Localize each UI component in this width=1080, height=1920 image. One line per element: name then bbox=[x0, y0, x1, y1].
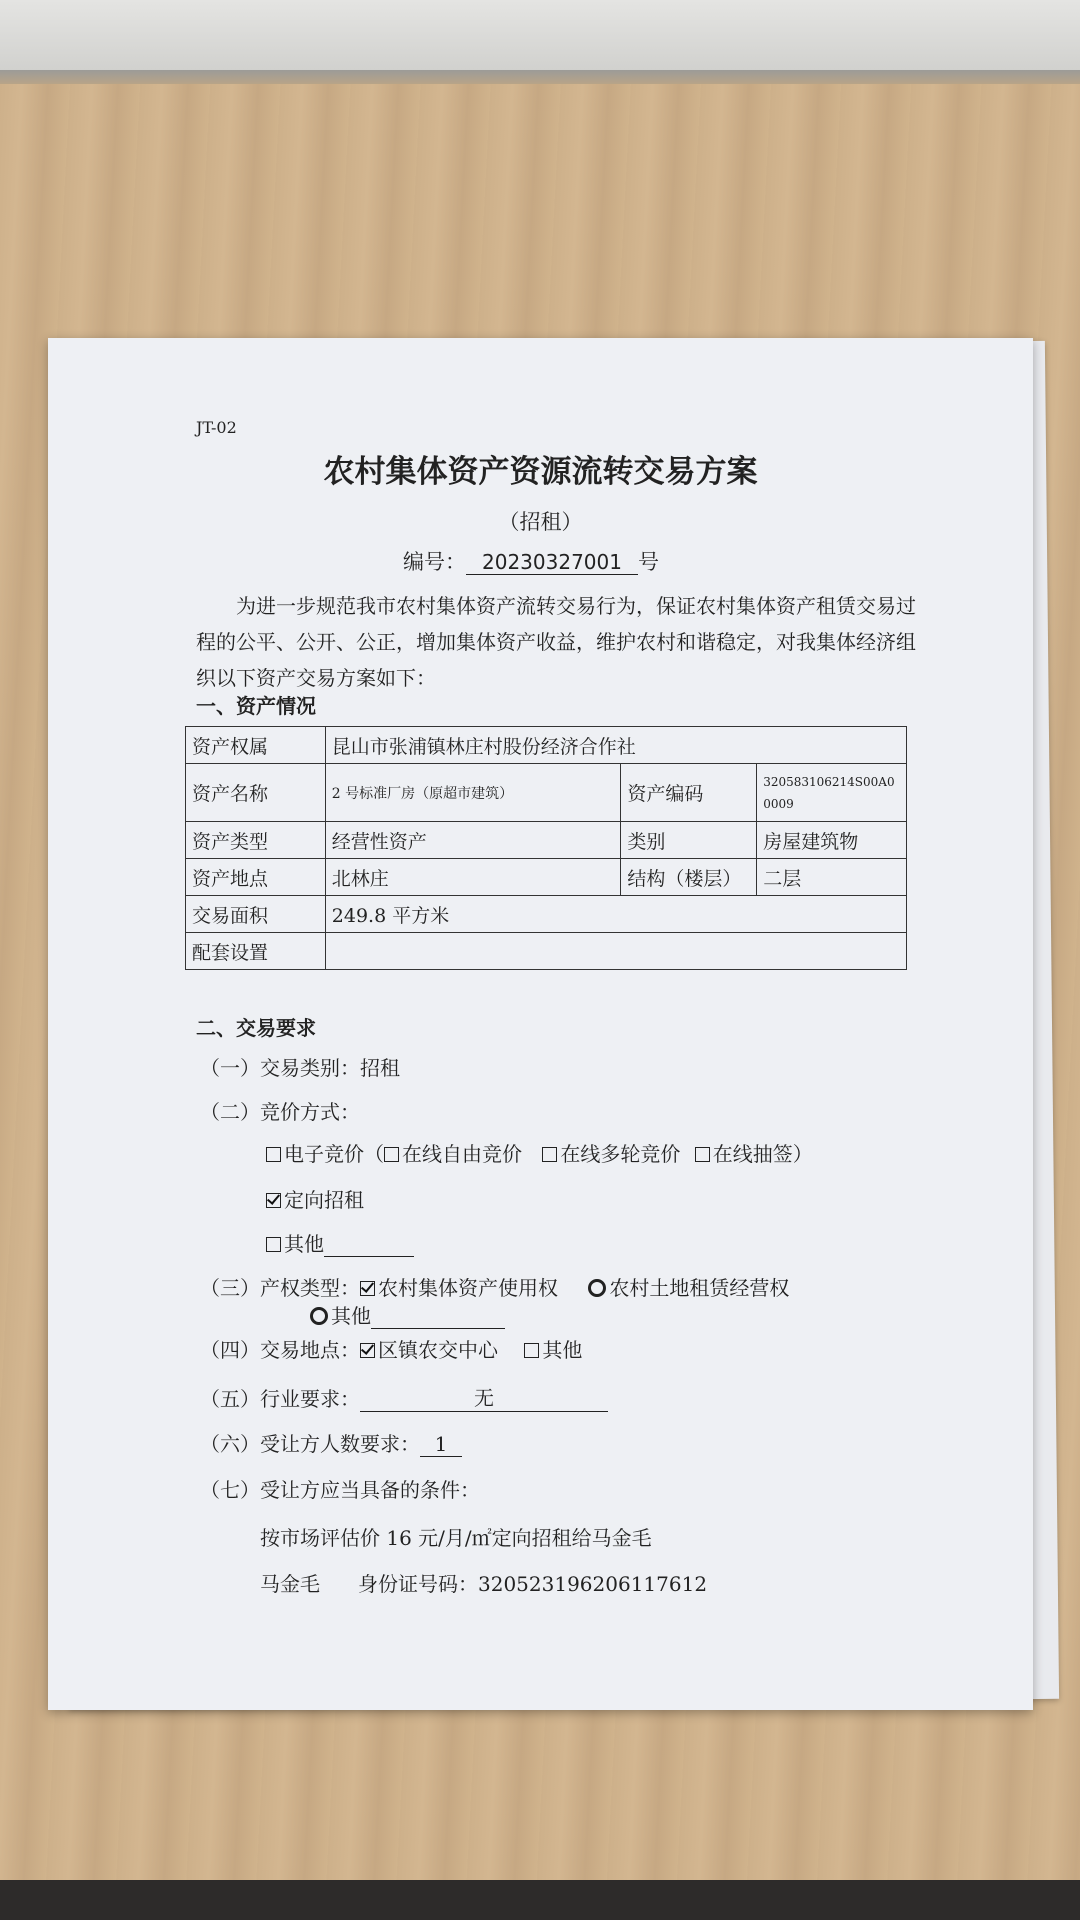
table-row bbox=[186, 764, 907, 822]
checkbox-collective-use-checked[interactable] bbox=[360, 1281, 375, 1296]
form-code: JT-02 bbox=[196, 418, 237, 437]
serial-value: 20230327001 bbox=[466, 550, 638, 575]
table-row bbox=[186, 859, 907, 896]
condition-text: 按市场评估价 16 元/月/㎡定向招租给马金毛 bbox=[260, 1526, 652, 1550]
opt-district-center-label: 区镇农交中心 bbox=[378, 1338, 498, 1362]
owner-label: 资产权属 bbox=[186, 727, 326, 764]
other-bidding-row bbox=[266, 1228, 414, 1257]
opt-directed-label: 定向招租 bbox=[284, 1188, 364, 1212]
document-page bbox=[48, 338, 1033, 1710]
asset-type-label: 资产类型 bbox=[186, 822, 326, 859]
item-transferee-count-label: （六）受让方人数要求： bbox=[200, 1432, 420, 1456]
item-bidding-method: （二）竞价方式： bbox=[200, 1100, 360, 1124]
item-property-type-label: （三）产权类型： bbox=[200, 1276, 360, 1300]
checkbox-online-free[interactable] bbox=[384, 1147, 399, 1162]
opt-other2-label: 其他 bbox=[331, 1304, 371, 1328]
opt-land-lease-label: 农村土地租赁经营权 bbox=[609, 1276, 790, 1300]
opt-electronic-label: 电子竞价（ bbox=[284, 1142, 384, 1166]
location-value: 北林庄 bbox=[325, 859, 621, 896]
asset-name-label: 资产名称 bbox=[186, 764, 326, 822]
wall-edge bbox=[0, 70, 1080, 84]
table-row bbox=[186, 933, 907, 970]
id-label: 身份证号码： bbox=[358, 1572, 478, 1596]
location-label: 资产地点 bbox=[186, 859, 326, 896]
structure-label: 结构（楼层） bbox=[621, 859, 757, 896]
checkbox-directed-checked[interactable] bbox=[266, 1193, 281, 1208]
radio-other[interactable] bbox=[310, 1307, 328, 1325]
opt-other-label: 其他 bbox=[284, 1232, 324, 1256]
asset-code-value: 320583106214S00A00009 bbox=[757, 764, 907, 822]
document-title: 农村集体资产资源流转交易方案 bbox=[323, 454, 758, 490]
checkbox-online-lottery[interactable] bbox=[695, 1147, 710, 1162]
item-trade-location bbox=[200, 1334, 582, 1363]
property-other-blank bbox=[371, 1308, 505, 1329]
category-value: 房屋建筑物 bbox=[757, 822, 907, 859]
facility-value bbox=[325, 933, 906, 970]
opt-other3-label: 其他 bbox=[542, 1338, 583, 1362]
bidding-options-row bbox=[266, 1138, 813, 1167]
item-transferee-conditions: （七）受让方应当具备的条件： bbox=[200, 1478, 480, 1502]
section-asset-heading: 一、资产情况 bbox=[196, 694, 316, 718]
structure-value: 二层 bbox=[757, 859, 907, 896]
category-label: 类别 bbox=[621, 822, 757, 859]
item-property-type bbox=[200, 1272, 789, 1301]
area-value: 249.8 平方米 bbox=[325, 896, 906, 933]
table-row bbox=[186, 896, 907, 933]
transferee-count-value: 1 bbox=[420, 1432, 462, 1457]
opt-online-free-label: 在线自由竞价 bbox=[402, 1142, 522, 1166]
asset-type-value: 经营性资产 bbox=[325, 822, 621, 859]
transferee-name: 马金毛 bbox=[260, 1572, 320, 1596]
table-row bbox=[186, 727, 907, 764]
checkbox-district-center-checked[interactable] bbox=[360, 1343, 375, 1358]
property-other-row bbox=[310, 1300, 505, 1329]
serial-number bbox=[403, 546, 659, 576]
intro-paragraph: 为进一步规范我市农村集体资产流转交易行为，保证农村集体资产租赁交易过程的公平、公开、公正，增加集体资产收益，维护农村和谐稳定，对我集体经济组织以下资产交易方案如下： bbox=[196, 594, 916, 690]
section-requirements-heading: 二、交易要求 bbox=[196, 1016, 316, 1040]
item-transferee-count bbox=[200, 1428, 462, 1457]
other-blank-line bbox=[324, 1236, 414, 1257]
checkbox-online-multi[interactable] bbox=[542, 1147, 557, 1162]
area-label: 交易面积 bbox=[186, 896, 326, 933]
table-row bbox=[186, 822, 907, 859]
industry-value: 无 bbox=[360, 1382, 608, 1412]
owner-value: 昆山市张浦镇林庄村股份经济合作社 bbox=[325, 727, 906, 764]
asset-table bbox=[185, 726, 907, 970]
serial-label: 编号： bbox=[403, 550, 466, 574]
checkbox-electronic[interactable] bbox=[266, 1147, 281, 1162]
item-trade-category: （一）交易类别：招租 bbox=[200, 1056, 400, 1080]
opt-collective-use-label: 农村集体资产使用权 bbox=[378, 1276, 558, 1300]
document-subtitle: （招租） bbox=[498, 510, 583, 534]
asset-code-label: 资产编码 bbox=[621, 764, 757, 822]
directed-option-row bbox=[266, 1184, 364, 1213]
desk-shadow bbox=[0, 1880, 1080, 1920]
item-industry-requirement bbox=[200, 1382, 608, 1412]
item-industry-label: （五）行业要求： bbox=[200, 1387, 360, 1411]
asset-name-value: 2 号标准厂房（原超市建筑） bbox=[325, 764, 621, 822]
opt-online-multi-label: 在线多轮竞价 bbox=[560, 1142, 681, 1166]
checkbox-other-location[interactable] bbox=[524, 1343, 539, 1358]
checkbox-other[interactable] bbox=[266, 1237, 281, 1252]
serial-suffix: 号 bbox=[637, 550, 659, 574]
opt-online-lottery-label: 在线抽签） bbox=[712, 1142, 813, 1166]
background-wall bbox=[0, 0, 1080, 78]
id-value: 320523196206117612 bbox=[478, 1572, 708, 1596]
item-trade-location-label: （四）交易地点： bbox=[200, 1338, 360, 1362]
facility-label: 配套设置 bbox=[186, 933, 326, 970]
transferee-id-row bbox=[260, 1568, 707, 1597]
radio-land-lease[interactable] bbox=[588, 1279, 606, 1297]
